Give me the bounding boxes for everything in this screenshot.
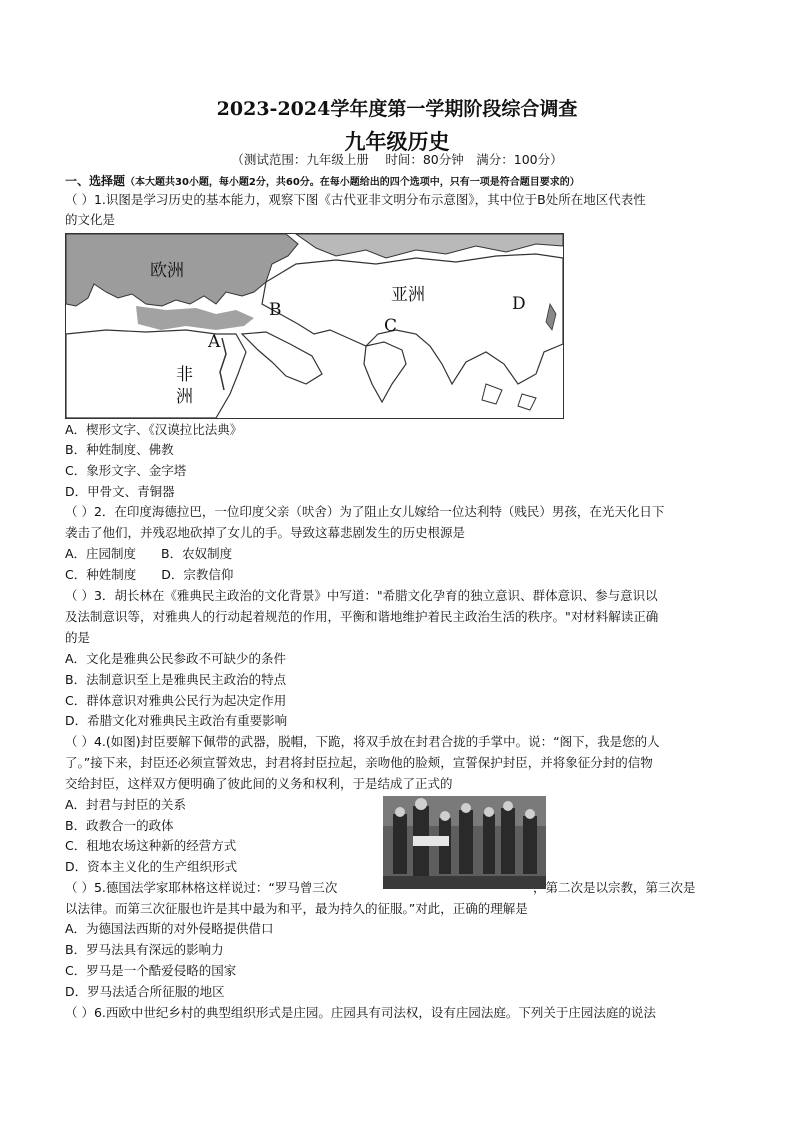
section-note: （本大题共30小题，每小题2分，共60分。在每小题给出的四个选项中，只有一项是符合题目要求的）	[125, 177, 580, 188]
q3-option-d: D．希腊文化对雅典民主政治有重要影响	[65, 713, 288, 728]
map-label-b: B	[269, 300, 282, 320]
map-label-africa-1: 非	[176, 365, 193, 385]
exam-info: （测试范围：九年级上册 时间：80分钟 满分：100分）	[231, 152, 563, 167]
q5-stem-line1-part2: ，第二次是以宗教，第三次是	[533, 880, 696, 895]
q1-option-b: B．种姓制度、佛教	[65, 442, 174, 457]
section-title: 一、选择题	[65, 174, 126, 188]
q4-option-a: A．封君与封臣的关系	[65, 797, 187, 812]
exam-subject: 九年级历史	[344, 129, 450, 154]
exam-title: 2023-2024学年度第一学期阶段综合调查	[216, 98, 578, 120]
q4-stem-line2: 了。”接下来，封臣还必须宣誓效忠，封君将封臣拉起，亲吻他的脸颊，宣誓保护封臣，并将象征分封的信物	[65, 755, 653, 770]
q5-stem-line1-part1: （ ）5.德国法学家耶林格这样说过：“罗马曾三次	[65, 880, 338, 895]
map-label-asia: 亚洲	[391, 285, 425, 305]
map-label-c: C	[384, 316, 398, 336]
q3-stem-line3: 的是	[65, 630, 91, 645]
q1-stem-line1: （ ）1.识图是学习历史的基本能力，观察下图《古代亚非文明分布示意图》，其中位于B处所在地区代表性	[65, 192, 646, 207]
q2-stem-line1: （ ）2．在印度海德拉巴，一位印度父亲（吠舍）为了阻止女儿嫁给一位达利特（贱民）男孩，在光天化日下	[65, 504, 665, 519]
homage-ceremony-image	[383, 796, 546, 889]
q1-option-d: D．甲骨文、青铜器	[65, 484, 175, 499]
map-label-d: D	[512, 294, 526, 314]
q4-stem-line3: 交给封臣，这样双方便明确了彼此间的义务和权利，于是结成了正式的	[65, 776, 453, 791]
q2-stem-line2: 袭击了他们，并残忍地砍掉了女儿的手。导致这幕悲剧发生的历史根源是	[65, 525, 466, 540]
q2-options-row2: C．种姓制度 D．宗教信仰	[65, 567, 234, 582]
section-heading	[65, 172, 580, 189]
q3-stem-line1: （ ）3．胡长林在《雅典民主政治的文化背景》中写道："希腊文化孕育的独立意识、群体意识、参与意识以	[65, 588, 658, 603]
homage-ceremony-drawing	[383, 796, 546, 889]
q6-stem-line1: （ ）6.西欧中世纪乡村的典型组织形式是庄园。庄园具有司法权，设有庄园法庭。下列关于庄园法庭的说法	[65, 1005, 656, 1020]
ancient-civilization-map	[65, 233, 564, 419]
q5-stem-line2: 以法律。而第三次征服也许是其中最为和平，最为持久的征服。”对此，正确的理解是	[65, 901, 528, 916]
q1-option-c: C．象形文字、金字塔	[65, 463, 187, 478]
map-label-europe: 欧洲	[150, 261, 184, 281]
map-label-africa-2: 洲	[176, 387, 193, 407]
q3-option-a: A．文化是雅典公民参政不可缺少的条件	[65, 651, 287, 666]
q4-option-d: D．资本主义化的生产组织形式	[65, 859, 238, 874]
q4-stem-line1: （ ）4.(如图)封臣要解下佩带的武器，脱帽，下跪，将双手放在封君合拢的手掌中。说：“阁下，我是您的人	[65, 734, 660, 749]
map-label-a: A	[208, 332, 221, 352]
q5-option-b: B．罗马法具有深远的影响力	[65, 942, 224, 957]
q4-option-c: C．租地农场这种新的经营方式	[65, 838, 237, 853]
q5-option-a: A．为德国法西斯的对外侵略提供借口	[65, 921, 274, 936]
q3-stem-line2: 及法制意识等，对雅典人的行动起着规范的作用，平衡和谐地维护着民主政治生活的秩序。"对材料解读正确	[65, 609, 659, 624]
q2-options-row1: A．庄园制度 B．农奴制度	[65, 546, 233, 561]
q5-option-c: C．罗马是一个酷爱侵略的国家	[65, 963, 237, 978]
q4-option-b: B．政教合一的政体	[65, 818, 174, 833]
q1-option-a: A．楔形文字、《汉谟拉比法典》	[65, 422, 243, 437]
q5-option-d: D．罗马法适合所征服的地区	[65, 984, 225, 999]
q1-stem-line2: 的文化是	[65, 212, 116, 227]
map-drawing	[66, 234, 563, 418]
q3-option-c: C．群体意识对雅典公民行为起决定作用	[65, 693, 287, 708]
q3-option-b: B．法制意识至上是雅典民主政治的特点	[65, 672, 287, 687]
